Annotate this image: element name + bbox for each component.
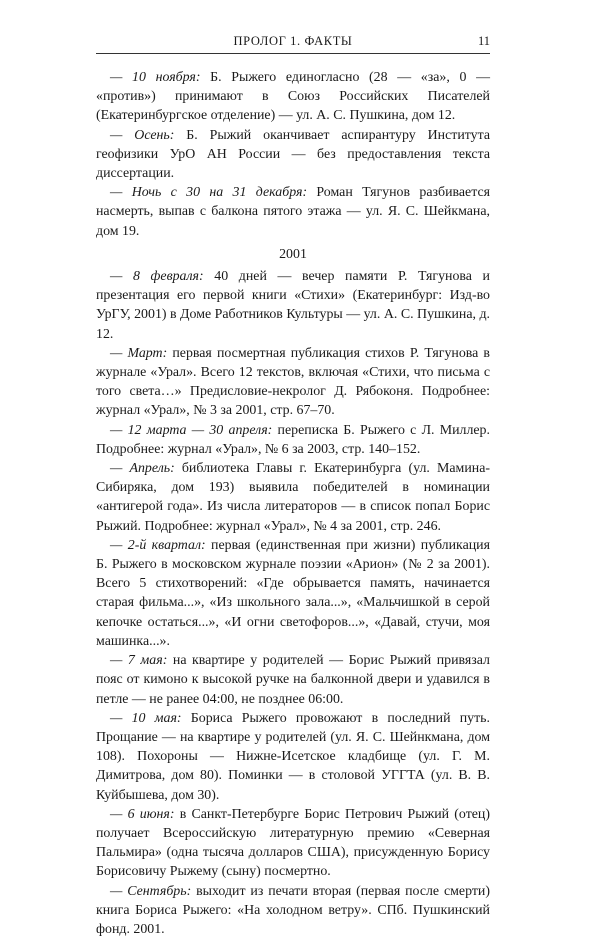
entry-text: первая посмертная публикация стихов Р. Тягунова в журнале «Урал». Всего 12 текстов, включая «Стихи, что письма с того света…» Предисловие-некролог Д. Рябоконя. Подробнее: журнал «Урал», № 3 за 2001, стр. 67–70.	[96, 345, 490, 419]
chronology-entry	[96, 344, 490, 421]
year-heading: 2001	[279, 246, 307, 262]
entry-text: Б. Рыжего единогласно (28 — «за», 0 — «против») принимают в Союз Российских Писателей (Екатеринбургское отделение) — ул. А. С. Пушкина, дом 12.	[96, 70, 490, 124]
entry-text: переписка Б. Рыжего с Л. Миллер. Подробнее: журнал «Урал», № 6 за 2003, стр. 140–152.	[96, 422, 490, 457]
chronology-entry	[96, 421, 490, 459]
header-title: ПРОЛОГ 1. ФАКТЫ	[233, 34, 353, 48]
entry-date: — 10 ноября:	[110, 70, 201, 85]
entry-text: библиотека Главы г. Екатеринбурга (ул. Мамина-Сибиряка, дом 193) выявила победителей в номинации «антигерой года». Из числа литераторов — в список попал Борис Рыжий. Подробнее: журнал «Урал», № 4 за 2001, стр. 246.	[96, 461, 490, 534]
entry-date: — Март:	[110, 345, 168, 361]
entry-text: Бориса Рыжего провожают в последний путь. Прощание — на квартире у родителей (ул. Я. С. Шейнкмана, дом 108). Похороны — Нижне-Исетское кладбище (ул. Г. М. Димитрова, дом 80). Поминки — в столовой УГГТА (ул. В. В. Куйбышева, дом 30).	[96, 710, 490, 803]
entry-date: — 10 мая:	[110, 710, 182, 726]
entry-date: — Сентябрь:	[110, 883, 192, 899]
entry-text: первая (единственная при жизни) публикация Б. Рыжего в московском журнале поэзии «Арион» (№ 2 за 2001). Всего 5 стихотворений: «Где обрывается память, начинается старая фильма...», «Из школьного зала...», «Мальчишкой в серой кепочке остаться...», «И огни светофоров...», «Давай, стучи, моя машинка...».	[96, 537, 491, 649]
book-page	[96, 34, 490, 939]
chronology-text	[96, 68, 490, 939]
entry-date: — 2-й квартал:	[110, 537, 206, 553]
entry-date: — 12 марта — 30 апреля:	[110, 422, 273, 438]
chronology-entry	[96, 459, 490, 536]
chronology-entry	[96, 126, 490, 184]
entry-text: Роман Тягунов разбивается насмерть, выпав с балкона пятого этажа — ул. Я. С. Шейкмана, дом 19.	[96, 185, 490, 239]
chronology-entry	[96, 882, 490, 939]
entry-date: — Осень:	[110, 127, 175, 143]
chronology-entry	[96, 805, 490, 882]
entry-text: выходит из печати вторая (первая после смерти) книга Бориса Рыжего: «На холодном ветру». СПб. Пушкинский фонд. 2001.	[96, 883, 490, 937]
chronology-entry	[96, 536, 490, 651]
entry-date: — 6 июня:	[110, 806, 175, 822]
entry-date: — 8 февраля:	[110, 269, 204, 285]
entry-text: Б. Рыжий оканчивает аспирантуру Института геофизики УрО АН России — без предоставления текста диссертации.	[96, 127, 490, 182]
chronology-entry	[96, 651, 490, 709]
entry-text: в Санкт-Петербурге Борис Петрович Рыжий (отец) получает Всероссийскую литературную премию «Северная Пальмира» (одна тысяча долларов США), присужденную Борису Борисовичу Рыжему (сыну) посмертно.	[96, 806, 490, 880]
chronology-entry	[96, 68, 490, 126]
entry-date: — Апрель:	[110, 461, 175, 477]
chronology-entry	[96, 183, 490, 241]
running-header	[96, 34, 490, 52]
entry-date: — Ночь с 30 на 31 декабря:	[110, 185, 308, 201]
entry-date: — 7 мая:	[110, 653, 168, 669]
page-number: 11	[477, 34, 490, 48]
chronology-entry	[96, 267, 490, 344]
chronology-entry	[96, 709, 490, 805]
header-rule	[96, 53, 490, 54]
entry-text: на квартире у родителей — Борис Рыжий привязал пояс от кимоно к высокой ручке на балконной двери и удавился в петле — не ранее 04:00, не позднее 06:00.	[96, 653, 490, 707]
entry-text: 40 дней — вечер памяти Р. Тягунова и презентация его первой книги «Стихи» (Екатеринбург: Изд-во УрГУ, 2001) в Доме Работников Культуры — ул. А. С. Пушкина, д. 12.	[96, 269, 490, 342]
